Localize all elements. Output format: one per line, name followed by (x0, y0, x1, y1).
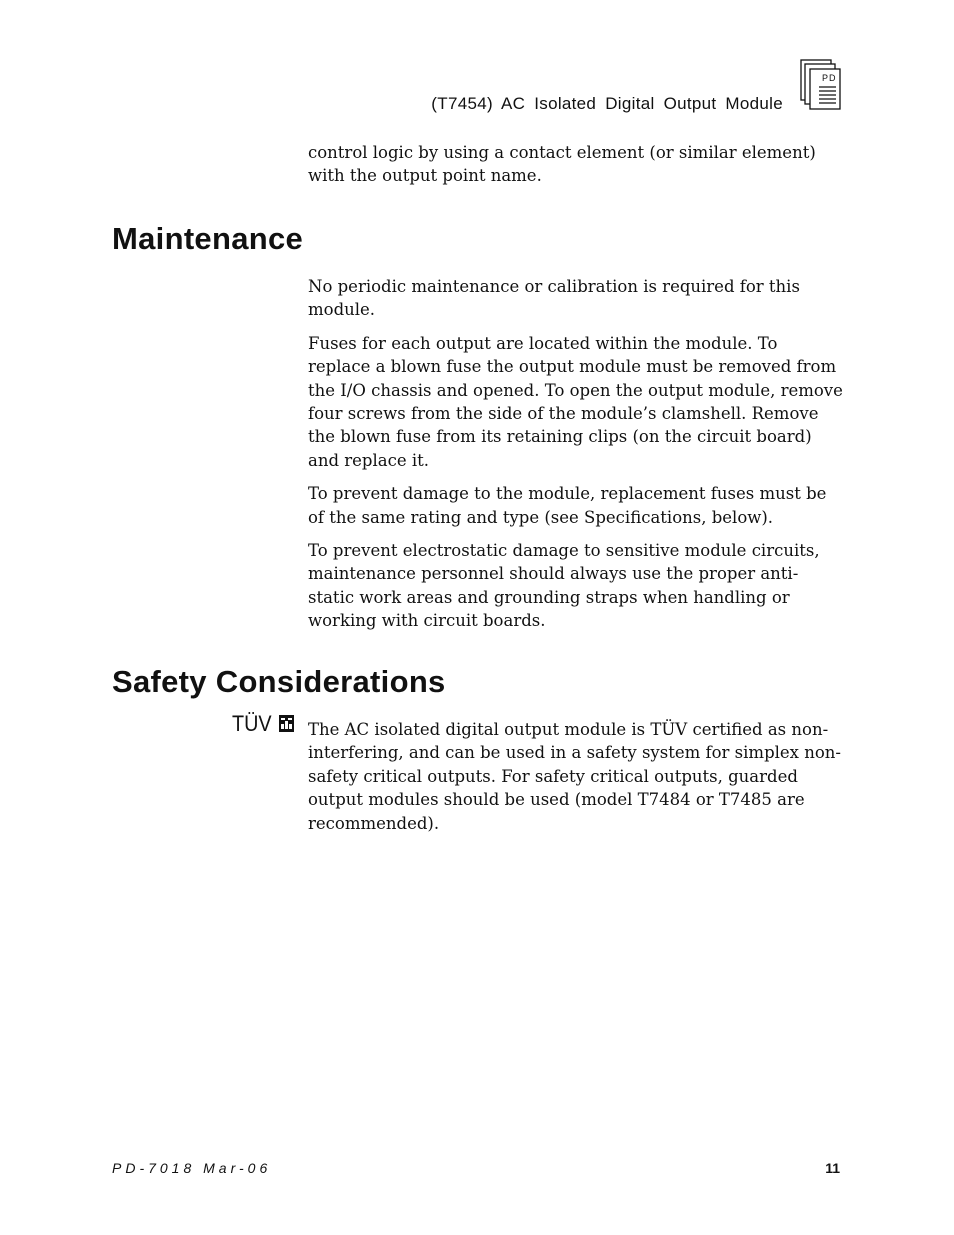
footer-document-id: PD-7018 Mar-06 (112, 1160, 272, 1176)
maintenance-paragraph-4: To prevent electrostatic damage to sensitive module circuits, maintenance personnel should always use the proper anti-static work areas and grounding straps when handling or working with circuit boards. (308, 541, 820, 631)
tuv-certification-mark (232, 712, 296, 736)
tuv-mark-text: TÜV (232, 711, 272, 736)
tuv-seal-icon (279, 715, 294, 732)
safety-paragraph: The AC isolated digital output module is TÜV certified as non-interfering, and can be used in a safety system for simplex non-safety critical outputs. For safety critical outputs, guarded output modules should be used (model T7484 or T7485 are recommended). (308, 720, 841, 833)
maintenance-paragraph-3: To prevent damage to the module, replacement fuses must be of the same rating and type (see Specifications, below). (308, 484, 827, 527)
product-document-icon (799, 58, 843, 112)
maintenance-heading: Maintenance (112, 221, 304, 256)
maintenance-paragraph-2: Fuses for each output are located within the module. To replace a blown fuse the output module must be removed from the I/O chassis and opened. To open the output module, remove four screws from the side of the module’s clamshell. Remove the blown fuse from its retaining clips (on the circuit board) and replace it. (308, 333, 843, 470)
running-header-title: (T7454) AC Isolated Digital Output Module (431, 94, 783, 113)
intro-continuation (308, 141, 843, 188)
safety-considerations-heading: Safety Considerations (112, 664, 446, 699)
safety-body (308, 718, 843, 835)
footer-page-number: 11 (825, 1160, 840, 1176)
maintenance-paragraph-1: No periodic maintenance or calibration is required for this module. (308, 277, 800, 320)
maintenance-body (308, 275, 843, 633)
pd-icon-label: PD (822, 73, 837, 83)
intro-paragraph: control logic by using a contact element (or similar element) with the output point name. (308, 143, 816, 186)
